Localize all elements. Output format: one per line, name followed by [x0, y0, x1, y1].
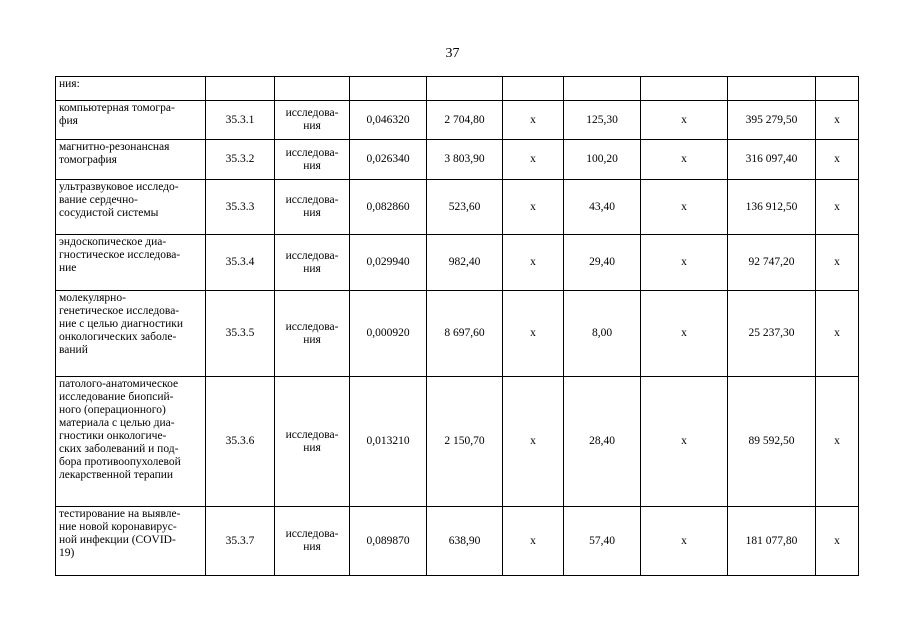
mark-x: х [503, 377, 564, 507]
table-row [56, 180, 859, 235]
coefficient: 0,089870 [350, 507, 427, 576]
unit-cost: 2 150,70 [427, 377, 503, 507]
total-value: 136 912,50 [728, 180, 816, 235]
coefficient: 0,026340 [350, 140, 427, 180]
service-code: 35.3.5 [206, 291, 275, 377]
mark-x: х [816, 291, 859, 377]
unit-cost: 2 704,80 [427, 101, 503, 140]
coefficient: 0,082860 [350, 180, 427, 235]
coefficient: 0,000920 [350, 291, 427, 377]
mark-x: х [641, 140, 728, 180]
table-row-continuation [56, 77, 859, 101]
mark-x: х [816, 101, 859, 140]
coefficient: 0,046320 [350, 101, 427, 140]
mark-x: х [816, 140, 859, 180]
table-row [56, 140, 859, 180]
mark-x: х [641, 180, 728, 235]
unit-cost: 523,60 [427, 180, 503, 235]
service-code: 35.3.6 [206, 377, 275, 507]
volume-value: 8,00 [564, 291, 641, 377]
service-code: 35.3.7 [206, 507, 275, 576]
total-value: 395 279,50 [728, 101, 816, 140]
volume-value: 100,20 [564, 140, 641, 180]
continuation-label: ния: [56, 77, 206, 101]
mark-x: х [641, 101, 728, 140]
mark-x: х [503, 180, 564, 235]
unit-label: исследова- ния [275, 507, 350, 576]
service-name: магнитно-резонансная томография [56, 140, 206, 180]
mark-x: х [503, 101, 564, 140]
unit-cost: 3 803,90 [427, 140, 503, 180]
service-name: патолого-анатомическое исследование биопсий- ного (операционного) материала с целью диа- гностики онкологиче- ских заболеваний и под- бора противоопухолевой лекарственной терапии [56, 377, 206, 507]
unit-label: исследова- ния [275, 235, 350, 291]
table-row [56, 507, 859, 576]
mark-x: х [503, 235, 564, 291]
services-table [55, 76, 859, 576]
coefficient: 0,013210 [350, 377, 427, 507]
mark-x: х [816, 235, 859, 291]
mark-x: х [641, 507, 728, 576]
table-row [56, 235, 859, 291]
service-name: тестирование на выявле- ние новой коронавирус- ной инфекции (COVID- 19) [56, 507, 206, 576]
volume-value: 43,40 [564, 180, 641, 235]
table-row [56, 377, 859, 507]
mark-x: х [816, 180, 859, 235]
unit-label: исследова- ния [275, 291, 350, 377]
volume-value: 29,40 [564, 235, 641, 291]
page-number: 37 [445, 46, 460, 61]
total-value: 92 747,20 [728, 235, 816, 291]
mark-x: х [503, 507, 564, 576]
unit-label: исследова- ния [275, 377, 350, 507]
mark-x: х [641, 235, 728, 291]
total-value: 25 237,30 [728, 291, 816, 377]
table-row [56, 101, 859, 140]
mark-x: х [641, 291, 728, 377]
unit-cost: 8 697,60 [427, 291, 503, 377]
service-name: компьютерная томогра- фия [56, 101, 206, 140]
service-code: 35.3.2 [206, 140, 275, 180]
volume-value: 28,40 [564, 377, 641, 507]
service-name: ультразвуковое исследо- вание сердечно- сосудистой системы [56, 180, 206, 235]
total-value: 89 592,50 [728, 377, 816, 507]
service-code: 35.3.4 [206, 235, 275, 291]
mark-x: х [816, 377, 859, 507]
unit-cost: 638,90 [427, 507, 503, 576]
mark-x: х [641, 377, 728, 507]
service-name: молекулярно- генетическое исследова- ние с целью диагностики онкологических заболе- ваний [56, 291, 206, 377]
unit-label: исследова- ния [275, 101, 350, 140]
coefficient: 0,029940 [350, 235, 427, 291]
mark-x: х [503, 140, 564, 180]
volume-value: 125,30 [564, 101, 641, 140]
total-value: 181 077,80 [728, 507, 816, 576]
unit-cost: 982,40 [427, 235, 503, 291]
mark-x: х [503, 291, 564, 377]
unit-label: исследова- ния [275, 140, 350, 180]
table-row [56, 291, 859, 377]
service-code: 35.3.3 [206, 180, 275, 235]
service-code: 35.3.1 [206, 101, 275, 140]
total-value: 316 097,40 [728, 140, 816, 180]
unit-label: исследова- ния [275, 180, 350, 235]
mark-x: х [816, 507, 859, 576]
volume-value: 57,40 [564, 507, 641, 576]
service-name: эндоскопическое диа- гностическое исследова- ние [56, 235, 206, 291]
